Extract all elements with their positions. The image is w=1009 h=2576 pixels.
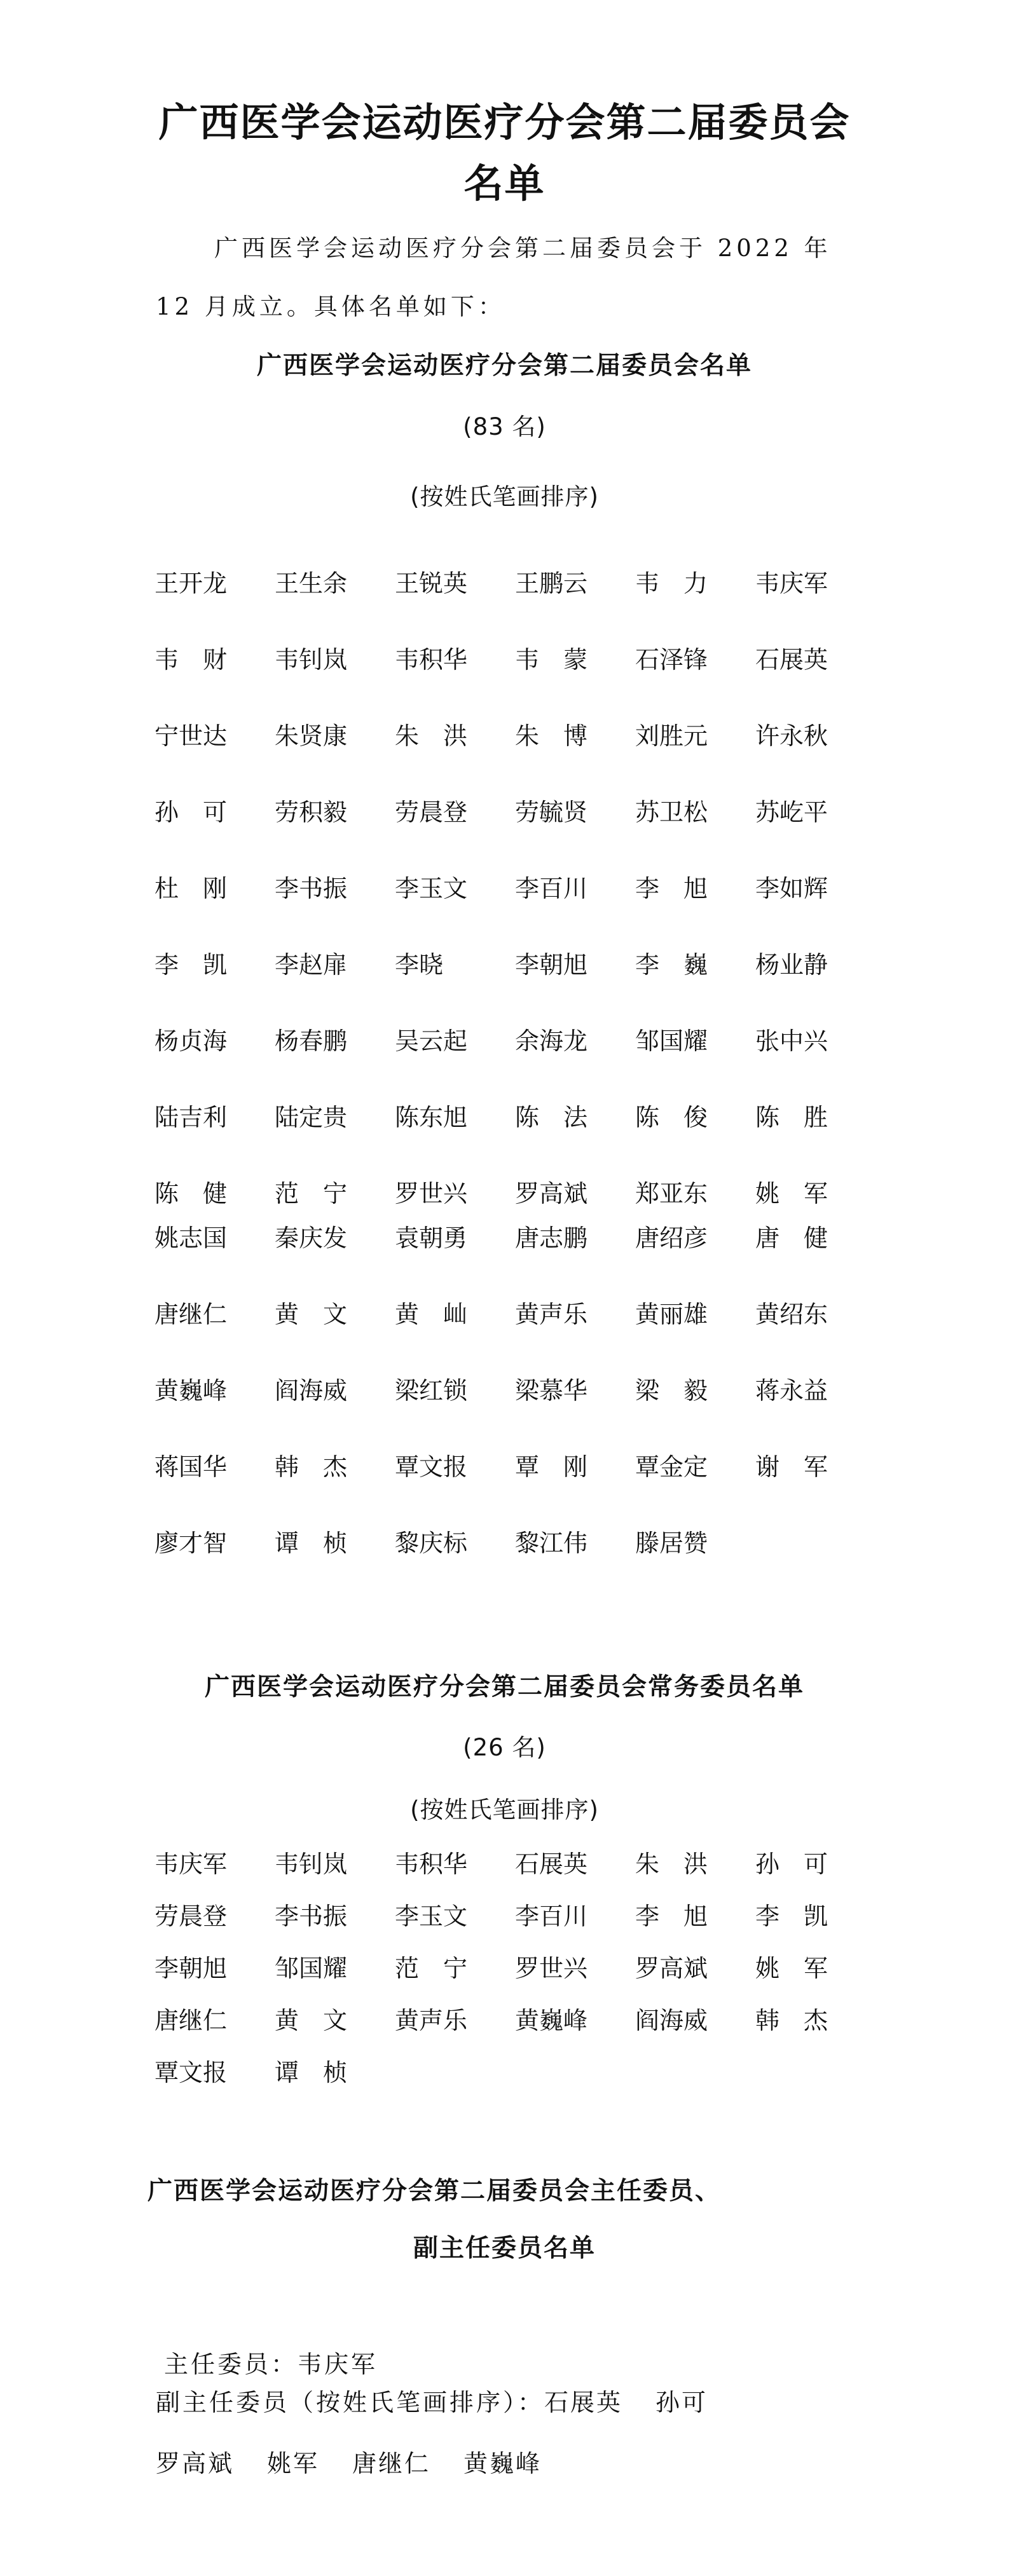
member-name: 谭 桢 xyxy=(275,1529,348,1557)
member-name: 罗高斌 xyxy=(515,1180,588,1208)
vice-chair-name: 孙可 xyxy=(656,2389,708,2416)
member-name: 唐继仁 xyxy=(154,1300,228,1328)
member-name: 范 宁 xyxy=(275,1180,348,1208)
committee-sort-note: (按姓氏笔画排序) xyxy=(410,483,599,510)
member-name: 余海龙 xyxy=(515,1027,588,1055)
standing-sort-note: (按姓氏笔画排序) xyxy=(410,1796,599,1823)
member-name: 李朝旭 xyxy=(515,951,588,979)
member-name: 李百川 xyxy=(515,875,588,903)
chair-line xyxy=(164,2347,378,2382)
member-name: 劳晨登 xyxy=(395,798,468,826)
chair-label: 主任委员： xyxy=(164,2350,298,2378)
member-name: 吴云起 xyxy=(395,1027,468,1055)
member-name: 孙 可 xyxy=(755,1850,828,1878)
member-name: 覃 刚 xyxy=(515,1453,588,1481)
member-name: 阎海威 xyxy=(275,1377,348,1405)
member-name: 黄巍峰 xyxy=(515,2007,588,2034)
member-name: 韦 财 xyxy=(154,646,228,674)
member-name: 李 旭 xyxy=(635,1902,708,1930)
member-name: 秦庆发 xyxy=(275,1224,348,1252)
standing-count: (26 名) xyxy=(463,1734,546,1761)
member-name: 孙 可 xyxy=(154,798,228,826)
member-name: 李玉文 xyxy=(395,1902,468,1930)
member-name: 韦钊岚 xyxy=(275,1850,348,1878)
member-name: 韦庆军 xyxy=(154,1850,228,1878)
member-name: 谢 军 xyxy=(755,1453,828,1481)
member-name: 李书振 xyxy=(275,875,348,903)
member-name: 谭 桢 xyxy=(275,2059,348,2087)
member-name: 黎庆标 xyxy=(395,1529,468,1557)
member-name: 覃金定 xyxy=(635,1453,708,1481)
vice-chair-name: 石展英 xyxy=(544,2389,623,2416)
member-name: 许永秋 xyxy=(755,722,828,750)
member-name: 唐 健 xyxy=(755,1224,828,1252)
member-name: 韩 杰 xyxy=(275,1453,348,1481)
member-name: 朱 洪 xyxy=(395,722,468,750)
member-name: 苏屹平 xyxy=(755,798,828,826)
member-name: 阎海威 xyxy=(635,2007,708,2034)
member-name: 李书振 xyxy=(275,1902,348,1930)
member-name: 韦积华 xyxy=(395,646,468,674)
member-name: 刘胜元 xyxy=(635,722,708,750)
committee-count: (83 名) xyxy=(463,413,546,440)
intro-paragraph: 广西医学会运动医疗分会第二届委员会于 2022 年 12 月成立。具体名单如下： xyxy=(156,235,832,320)
member-name: 杨业静 xyxy=(755,951,828,979)
member-name: 罗世兴 xyxy=(515,1954,588,1982)
member-name: 石泽锋 xyxy=(635,646,708,674)
member-name: 杨贞海 xyxy=(154,1027,228,1055)
chairs-heading-line2: 副主任委员名单 xyxy=(413,2234,596,2263)
member-name: 廖才智 xyxy=(154,1529,228,1557)
committee-heading: 广西医学会运动医疗分会第二届委员会名单 xyxy=(256,351,752,380)
member-name: 黄巍峰 xyxy=(154,1377,228,1405)
vice-chair-label: 副主任委员（按姓氏笔画排序）： xyxy=(156,2389,545,2416)
member-name: 韦钊岚 xyxy=(275,646,348,674)
member-name: 李玉文 xyxy=(395,875,468,903)
member-name: 陈 健 xyxy=(154,1180,228,1208)
member-name: 李赵扉 xyxy=(275,951,348,979)
member-name: 黄声乐 xyxy=(515,1300,588,1328)
member-name: 邹国耀 xyxy=(635,1027,708,1055)
vice-chair-name: 罗高斌 xyxy=(156,2450,235,2477)
member-name: 黄绍东 xyxy=(755,1300,828,1328)
member-name: 王鹏云 xyxy=(515,569,588,597)
vice-chair-name: 黄巍峰 xyxy=(463,2450,542,2477)
member-name: 韩 杰 xyxy=(755,2007,828,2034)
member-name: 王生余 xyxy=(275,569,348,597)
vice-chair-name: 唐继仁 xyxy=(352,2450,431,2477)
member-name: 李 凯 xyxy=(154,951,228,979)
member-name: 石展英 xyxy=(515,1850,588,1878)
vice-chair-line-1 xyxy=(156,2385,741,2420)
member-name: 唐继仁 xyxy=(154,2007,228,2034)
member-name: 张中兴 xyxy=(755,1027,828,1055)
member-name: 李晓 xyxy=(395,951,444,979)
member-name: 韦庆军 xyxy=(755,569,828,597)
member-name: 陆定贵 xyxy=(275,1103,348,1131)
member-name: 蒋国华 xyxy=(154,1453,228,1481)
member-name: 李 旭 xyxy=(635,875,708,903)
member-name: 王开龙 xyxy=(154,569,228,597)
member-name: 朱 洪 xyxy=(635,1850,708,1878)
member-name: 蒋永益 xyxy=(755,1377,828,1405)
vice-chair-line-2 xyxy=(156,2446,575,2481)
member-name: 陈 法 xyxy=(515,1103,588,1131)
member-name: 黄丽雄 xyxy=(635,1300,708,1328)
member-name: 李 巍 xyxy=(635,951,708,979)
member-name: 韦积华 xyxy=(395,1850,468,1878)
member-name: 姚 军 xyxy=(755,1954,828,1982)
member-name: 梁 毅 xyxy=(635,1377,708,1405)
member-name: 陈 俊 xyxy=(635,1103,708,1131)
member-name: 李 凯 xyxy=(755,1902,828,1930)
member-name: 黎江伟 xyxy=(515,1529,588,1557)
member-name: 苏卫松 xyxy=(635,798,708,826)
member-name: 朱贤康 xyxy=(275,722,348,750)
chairs-heading-line1: 广西医学会运动医疗分会第二届委员会主任委员、 xyxy=(148,2177,722,2205)
member-name: 陈 胜 xyxy=(755,1103,828,1131)
vice-chair-name: 姚军 xyxy=(267,2450,320,2477)
member-name: 劳毓贤 xyxy=(515,798,588,826)
member-name: 邹国耀 xyxy=(275,1954,348,1982)
member-name: 陈东旭 xyxy=(395,1103,468,1131)
member-name: 黄 屾 xyxy=(395,1300,468,1328)
member-name: 朱 博 xyxy=(515,722,588,750)
member-name: 罗高斌 xyxy=(635,1954,708,1982)
member-name: 唐绍彦 xyxy=(635,1224,708,1252)
member-name: 梁慕华 xyxy=(515,1377,588,1405)
member-name: 李朝旭 xyxy=(154,1954,228,1982)
member-name: 王锐英 xyxy=(395,569,468,597)
member-name: 李百川 xyxy=(515,1902,588,1930)
member-name: 黄声乐 xyxy=(395,2007,468,2034)
member-name: 黄 文 xyxy=(275,1300,348,1328)
member-name: 黄 文 xyxy=(275,2007,348,2034)
member-name: 郑亚东 xyxy=(635,1180,708,1208)
member-name: 劳积毅 xyxy=(275,798,348,826)
member-name: 滕居赞 xyxy=(635,1529,708,1557)
member-name: 覃文报 xyxy=(395,1453,468,1481)
chair-name: 韦庆军 xyxy=(298,2350,378,2378)
member-name: 杜 刚 xyxy=(154,875,228,903)
member-name: 陆吉利 xyxy=(154,1103,228,1131)
member-name: 李如辉 xyxy=(755,875,828,903)
member-name: 覃文报 xyxy=(154,2059,228,2087)
member-name: 姚 军 xyxy=(755,1180,828,1208)
member-name: 杨春鹏 xyxy=(275,1027,348,1055)
member-name: 姚志国 xyxy=(154,1224,228,1252)
member-name: 劳晨登 xyxy=(154,1902,228,1930)
member-name: 石展英 xyxy=(755,646,828,674)
standing-heading: 广西医学会运动医疗分会第二届委员会常务委员名单 xyxy=(204,1673,804,1701)
document-title: 广西医学会运动医疗分会第二届委员会名单 xyxy=(158,99,851,207)
member-name: 范 宁 xyxy=(395,1954,468,1982)
member-name: 宁世达 xyxy=(154,722,228,750)
member-name: 袁朝勇 xyxy=(395,1224,468,1252)
member-name: 罗世兴 xyxy=(395,1180,468,1208)
member-name: 唐志鹏 xyxy=(515,1224,588,1252)
member-name: 梁红锁 xyxy=(395,1377,468,1405)
member-name: 韦 蒙 xyxy=(515,646,588,674)
member-name: 韦 力 xyxy=(635,569,708,597)
